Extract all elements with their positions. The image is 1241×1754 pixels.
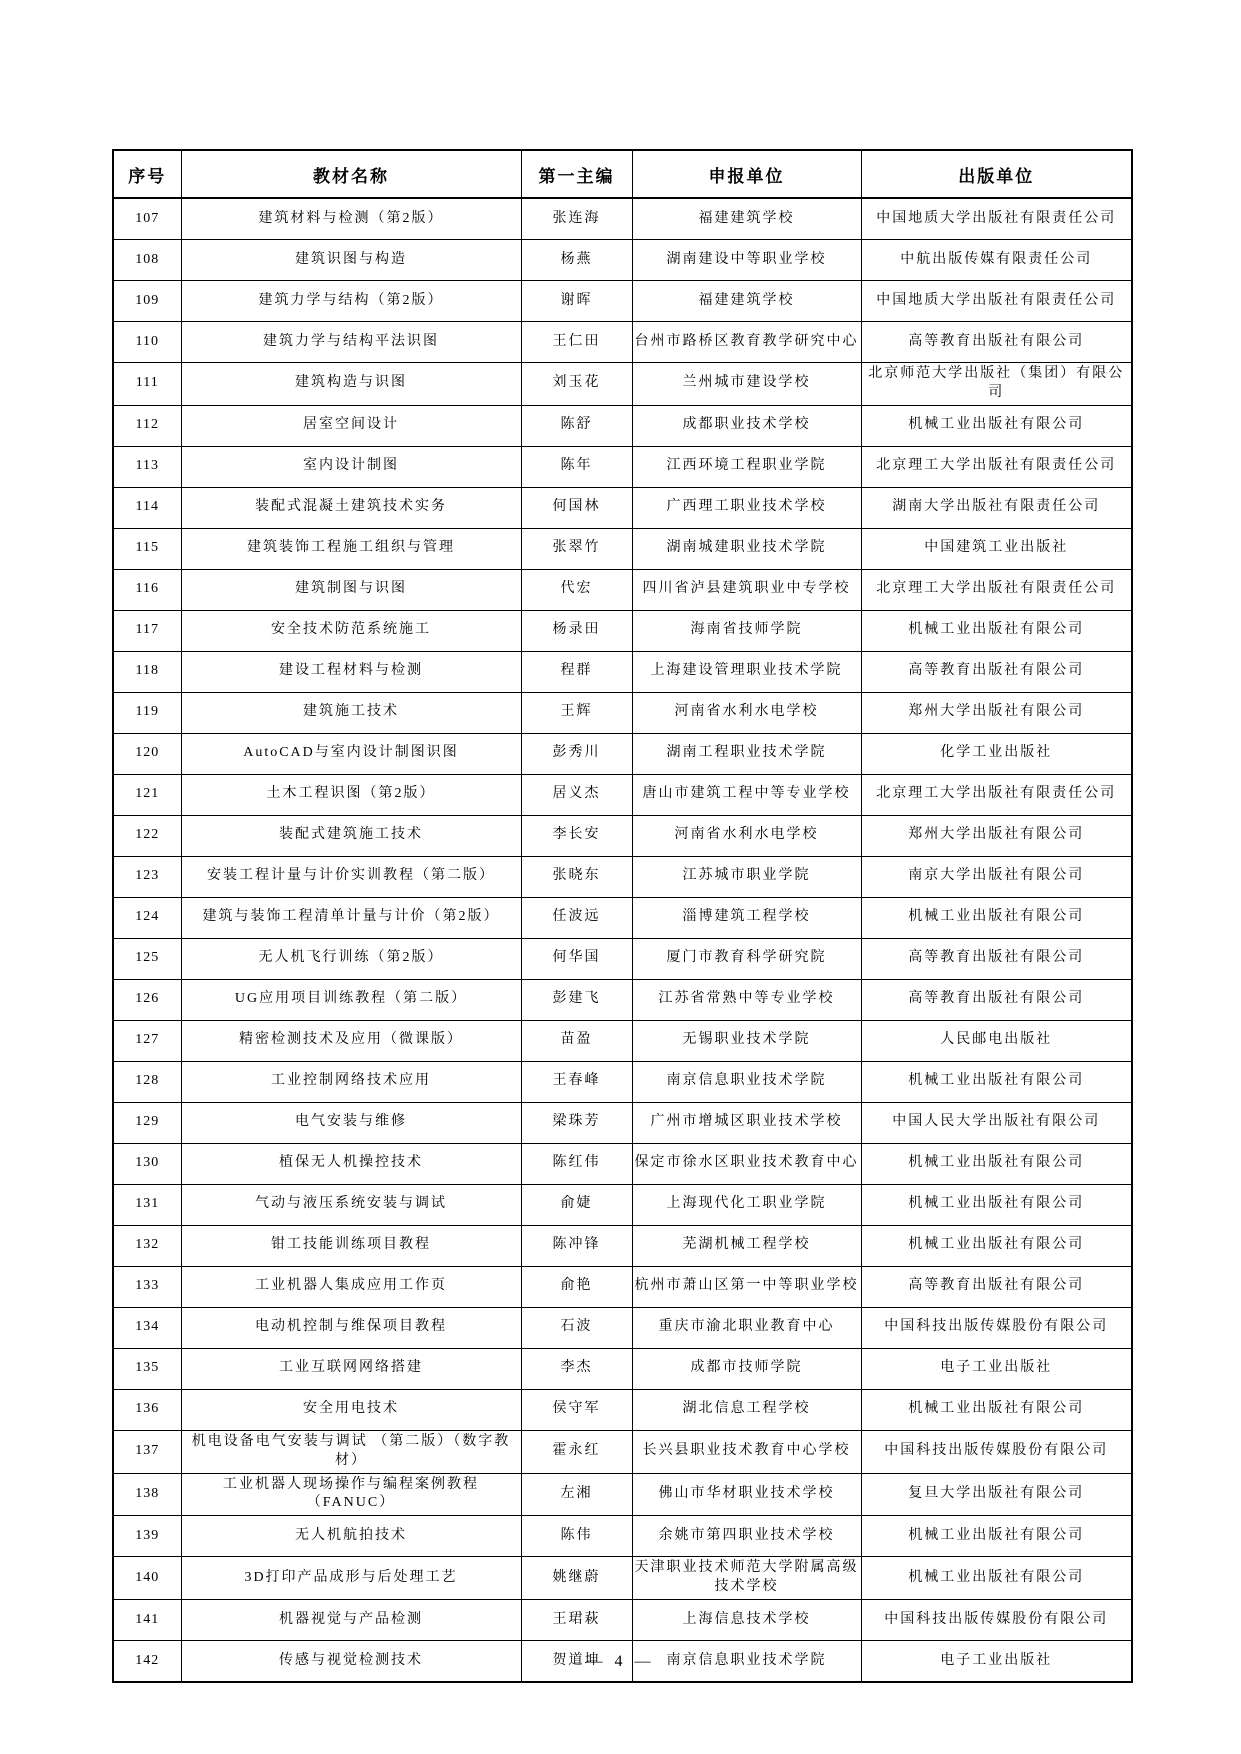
cell-editor: 代宏 xyxy=(521,569,632,610)
cell-index: 130 xyxy=(113,1143,181,1184)
table-row xyxy=(113,815,1132,856)
cell-title: 安全用电技术 xyxy=(181,1389,521,1430)
cell-publisher: 中国科技出版传媒股份有限公司 xyxy=(861,1430,1132,1473)
cell-applicant: 台州市路桥区教育教学研究中心 xyxy=(632,322,861,363)
table-row xyxy=(113,1061,1132,1102)
cell-publisher: 中国地质大学出版社有限责任公司 xyxy=(861,281,1132,322)
cell-publisher: 人民邮电出版社 xyxy=(861,1020,1132,1061)
cell-title: 钳工技能训练项目教程 xyxy=(181,1225,521,1266)
cell-title: 装配式建筑施工技术 xyxy=(181,815,521,856)
table-header-row xyxy=(113,150,1132,198)
cell-title: 电气安装与维修 xyxy=(181,1102,521,1143)
table-row xyxy=(113,1348,1132,1389)
cell-title: 精密检测技术及应用（微课版） xyxy=(181,1020,521,1061)
cell-title: 传感与视觉检测技术 xyxy=(181,1641,521,1683)
cell-applicant: 福建建筑学校 xyxy=(632,198,861,240)
cell-index: 123 xyxy=(113,856,181,897)
cell-index: 139 xyxy=(113,1516,181,1557)
cell-publisher: 机械工业出版社有限公司 xyxy=(861,610,1132,651)
cell-index: 118 xyxy=(113,651,181,692)
cell-publisher: 中国建筑工业出版社 xyxy=(861,528,1132,569)
cell-editor: 刘玉花 xyxy=(521,363,632,406)
cell-publisher: 中国科技出版传媒股份有限公司 xyxy=(861,1307,1132,1348)
cell-editor: 张翠竹 xyxy=(521,528,632,569)
cell-index: 108 xyxy=(113,240,181,281)
cell-publisher: 机械工业出版社有限公司 xyxy=(861,1389,1132,1430)
cell-editor: 俞艳 xyxy=(521,1266,632,1307)
cell-title: 建筑与装饰工程清单计量与计价（第2版） xyxy=(181,897,521,938)
cell-publisher: 高等教育出版社有限公司 xyxy=(861,651,1132,692)
cell-title: 工业控制网络技术应用 xyxy=(181,1061,521,1102)
table-row xyxy=(113,692,1132,733)
cell-applicant: 广州市增城区职业技术学校 xyxy=(632,1102,861,1143)
table-row xyxy=(113,1473,1132,1516)
cell-publisher: 机械工业出版社有限公司 xyxy=(861,1184,1132,1225)
cell-publisher: 郑州大学出版社有限公司 xyxy=(861,815,1132,856)
cell-editor: 何华国 xyxy=(521,938,632,979)
cell-title: 植保无人机操控技术 xyxy=(181,1143,521,1184)
cell-editor: 王仁田 xyxy=(521,322,632,363)
table-row xyxy=(113,938,1132,979)
cell-title: 工业互联网网络搭建 xyxy=(181,1348,521,1389)
cell-applicant: 南京信息职业技术学院 xyxy=(632,1641,861,1683)
cell-publisher: 复旦大学出版社有限公司 xyxy=(861,1473,1132,1516)
cell-publisher: 北京理工大学出版社有限责任公司 xyxy=(861,569,1132,610)
cell-index: 114 xyxy=(113,487,181,528)
cell-applicant: 福建建筑学校 xyxy=(632,281,861,322)
cell-title: 土木工程识图（第2版） xyxy=(181,774,521,815)
cell-index: 136 xyxy=(113,1389,181,1430)
cell-editor: 苗盈 xyxy=(521,1020,632,1061)
cell-index: 135 xyxy=(113,1348,181,1389)
cell-title: 室内设计制图 xyxy=(181,446,521,487)
column-header-applicant: 申报单位 xyxy=(632,150,861,198)
cell-applicant: 广西理工职业技术学校 xyxy=(632,487,861,528)
table-row xyxy=(113,1020,1132,1061)
cell-index: 141 xyxy=(113,1600,181,1641)
cell-publisher: 机械工业出版社有限公司 xyxy=(861,1557,1132,1600)
cell-editor: 张连海 xyxy=(521,198,632,240)
table-row xyxy=(113,198,1132,240)
cell-publisher: 机械工业出版社有限公司 xyxy=(861,1225,1132,1266)
cell-publisher: 电子工业出版社 xyxy=(861,1348,1132,1389)
cell-editor: 杨燕 xyxy=(521,240,632,281)
cell-publisher: 北京师范大学出版社（集团）有限公司 xyxy=(861,363,1132,406)
cell-title: 无人机航拍技术 xyxy=(181,1516,521,1557)
cell-index: 140 xyxy=(113,1557,181,1600)
cell-editor: 梁珠芳 xyxy=(521,1102,632,1143)
cell-applicant: 上海信息技术学校 xyxy=(632,1600,861,1641)
cell-title: 工业机器人集成应用工作页 xyxy=(181,1266,521,1307)
cell-title: 建设工程材料与检测 xyxy=(181,651,521,692)
cell-index: 138 xyxy=(113,1473,181,1516)
table-row xyxy=(113,1389,1132,1430)
cell-index: 107 xyxy=(113,198,181,240)
cell-title: 无人机飞行训练（第2版） xyxy=(181,938,521,979)
cell-title: 机器视觉与产品检测 xyxy=(181,1600,521,1641)
cell-editor: 陈伟 xyxy=(521,1516,632,1557)
cell-title: 建筑力学与结构平法识图 xyxy=(181,322,521,363)
table-row xyxy=(113,1184,1132,1225)
table-row xyxy=(113,281,1132,322)
cell-editor: 侯守军 xyxy=(521,1389,632,1430)
cell-applicant: 淄博建筑工程学校 xyxy=(632,897,861,938)
cell-index: 115 xyxy=(113,528,181,569)
cell-publisher: 北京理工大学出版社有限责任公司 xyxy=(861,774,1132,815)
cell-index: 129 xyxy=(113,1102,181,1143)
table-row xyxy=(113,1102,1132,1143)
cell-editor: 石波 xyxy=(521,1307,632,1348)
cell-publisher: 中航出版传媒有限责任公司 xyxy=(861,240,1132,281)
column-header-title: 教材名称 xyxy=(181,150,521,198)
table-row xyxy=(113,446,1132,487)
cell-index: 133 xyxy=(113,1266,181,1307)
cell-title: 工业机器人现场操作与编程案例教程（FANUC） xyxy=(181,1473,521,1516)
cell-applicant: 芜湖机械工程学校 xyxy=(632,1225,861,1266)
cell-applicant: 佛山市华材职业技术学校 xyxy=(632,1473,861,1516)
cell-title: 建筑装饰工程施工组织与管理 xyxy=(181,528,521,569)
cell-publisher: 中国科技出版传媒股份有限公司 xyxy=(861,1600,1132,1641)
cell-publisher: 高等教育出版社有限公司 xyxy=(861,938,1132,979)
cell-editor: 居义杰 xyxy=(521,774,632,815)
cell-editor: 贺道坤 xyxy=(521,1641,632,1683)
cell-title: 装配式混凝土建筑技术实务 xyxy=(181,487,521,528)
cell-editor: 左湘 xyxy=(521,1473,632,1516)
cell-editor: 王春峰 xyxy=(521,1061,632,1102)
cell-title: AutoCAD与室内设计制图识图 xyxy=(181,733,521,774)
cell-applicant: 上海建设管理职业技术学院 xyxy=(632,651,861,692)
cell-applicant: 余姚市第四职业技术学校 xyxy=(632,1516,861,1557)
cell-publisher: 机械工业出版社有限公司 xyxy=(861,897,1132,938)
table-row xyxy=(113,405,1132,446)
cell-applicant: 湖南工程职业技术学院 xyxy=(632,733,861,774)
cell-editor: 陈舒 xyxy=(521,405,632,446)
cell-title: 建筑制图与识图 xyxy=(181,569,521,610)
cell-title: UG应用项目训练教程（第二版） xyxy=(181,979,521,1020)
cell-index: 131 xyxy=(113,1184,181,1225)
cell-editor: 陈年 xyxy=(521,446,632,487)
cell-title: 建筑材料与检测（第2版） xyxy=(181,198,521,240)
table-row xyxy=(113,651,1132,692)
cell-title: 安装工程计量与计价实训教程（第二版） xyxy=(181,856,521,897)
cell-editor: 王珺萩 xyxy=(521,1600,632,1641)
table-row xyxy=(113,774,1132,815)
cell-title: 建筑构造与识图 xyxy=(181,363,521,406)
cell-publisher: 南京大学出版社有限公司 xyxy=(861,856,1132,897)
table-row xyxy=(113,733,1132,774)
column-header-publisher: 出版单位 xyxy=(861,150,1132,198)
cell-title: 建筑识图与构造 xyxy=(181,240,521,281)
table-row xyxy=(113,856,1132,897)
table-row xyxy=(113,487,1132,528)
cell-applicant: 唐山市建筑工程中等专业学校 xyxy=(632,774,861,815)
cell-publisher: 中国人民大学出版社有限公司 xyxy=(861,1102,1132,1143)
cell-title: 建筑施工技术 xyxy=(181,692,521,733)
cell-applicant: 长兴县职业技术教育中心学校 xyxy=(632,1430,861,1473)
textbook-list-table xyxy=(112,149,1133,1683)
cell-editor: 彭秀川 xyxy=(521,733,632,774)
cell-applicant: 江苏省常熟中等专业学校 xyxy=(632,979,861,1020)
cell-editor: 李杰 xyxy=(521,1348,632,1389)
table-row xyxy=(113,979,1132,1020)
cell-editor: 任波远 xyxy=(521,897,632,938)
table-row xyxy=(113,610,1132,651)
table-row xyxy=(113,897,1132,938)
cell-index: 121 xyxy=(113,774,181,815)
table-row xyxy=(113,1307,1132,1348)
table-row xyxy=(113,1430,1132,1473)
cell-applicant: 海南省技师学院 xyxy=(632,610,861,651)
cell-publisher: 郑州大学出版社有限公司 xyxy=(861,692,1132,733)
table-row xyxy=(113,1266,1132,1307)
cell-applicant: 湖北信息工程学校 xyxy=(632,1389,861,1430)
column-header-editor: 第一主编 xyxy=(521,150,632,198)
cell-index: 128 xyxy=(113,1061,181,1102)
cell-publisher: 北京理工大学出版社有限责任公司 xyxy=(861,446,1132,487)
cell-index: 132 xyxy=(113,1225,181,1266)
cell-applicant: 湖南城建职业技术学院 xyxy=(632,528,861,569)
cell-editor: 杨录田 xyxy=(521,610,632,651)
cell-publisher: 高等教育出版社有限公司 xyxy=(861,322,1132,363)
cell-applicant: 重庆市渝北职业教育中心 xyxy=(632,1307,861,1348)
cell-editor: 姚继蔚 xyxy=(521,1557,632,1600)
cell-applicant: 兰州城市建设学校 xyxy=(632,363,861,406)
cell-index: 127 xyxy=(113,1020,181,1061)
cell-applicant: 保定市徐水区职业技术教育中心 xyxy=(632,1143,861,1184)
cell-applicant: 河南省水利水电学校 xyxy=(632,815,861,856)
cell-editor: 俞婕 xyxy=(521,1184,632,1225)
cell-publisher: 中国地质大学出版社有限责任公司 xyxy=(861,198,1132,240)
cell-publisher: 高等教育出版社有限公司 xyxy=(861,979,1132,1020)
cell-applicant: 江苏城市职业学院 xyxy=(632,856,861,897)
cell-applicant: 成都职业技术学校 xyxy=(632,405,861,446)
cell-index: 112 xyxy=(113,405,181,446)
cell-applicant: 上海现代化工职业学院 xyxy=(632,1184,861,1225)
table-row xyxy=(113,1557,1132,1600)
cell-editor: 谢晖 xyxy=(521,281,632,322)
cell-applicant: 南京信息职业技术学院 xyxy=(632,1061,861,1102)
cell-editor: 陈红伟 xyxy=(521,1143,632,1184)
table-row xyxy=(113,1225,1132,1266)
cell-applicant: 杭州市萧山区第一中等职业学校 xyxy=(632,1266,861,1307)
cell-title: 安全技术防范系统施工 xyxy=(181,610,521,651)
table-row xyxy=(113,240,1132,281)
table-row xyxy=(113,569,1132,610)
cell-title: 建筑力学与结构（第2版） xyxy=(181,281,521,322)
column-header-index: 序号 xyxy=(113,150,181,198)
cell-applicant: 成都市技师学院 xyxy=(632,1348,861,1389)
cell-title: 气动与液压系统安装与调试 xyxy=(181,1184,521,1225)
cell-applicant: 四川省泸县建筑职业中专学校 xyxy=(632,569,861,610)
cell-editor: 张晓东 xyxy=(521,856,632,897)
cell-publisher: 机械工业出版社有限公司 xyxy=(861,1061,1132,1102)
cell-publisher: 化学工业出版社 xyxy=(861,733,1132,774)
table-row xyxy=(113,1143,1132,1184)
cell-index: 113 xyxy=(113,446,181,487)
cell-applicant: 天津职业技术师范大学附属高级技术学校 xyxy=(632,1557,861,1600)
table-row xyxy=(113,322,1132,363)
cell-index: 134 xyxy=(113,1307,181,1348)
cell-index: 117 xyxy=(113,610,181,651)
cell-editor: 霍永红 xyxy=(521,1430,632,1473)
cell-publisher: 机械工业出版社有限公司 xyxy=(861,1516,1132,1557)
cell-title: 3D打印产品成形与后处理工艺 xyxy=(181,1557,521,1600)
cell-index: 110 xyxy=(113,322,181,363)
cell-editor: 彭建飞 xyxy=(521,979,632,1020)
cell-publisher: 机械工业出版社有限公司 xyxy=(861,405,1132,446)
cell-applicant: 江西环境工程职业学院 xyxy=(632,446,861,487)
cell-applicant: 厦门市教育科学研究院 xyxy=(632,938,861,979)
table-row xyxy=(113,1516,1132,1557)
cell-publisher: 高等教育出版社有限公司 xyxy=(861,1266,1132,1307)
cell-index: 137 xyxy=(113,1430,181,1473)
cell-index: 111 xyxy=(113,363,181,406)
cell-index: 124 xyxy=(113,897,181,938)
cell-index: 142 xyxy=(113,1641,181,1683)
cell-editor: 王辉 xyxy=(521,692,632,733)
cell-index: 109 xyxy=(113,281,181,322)
cell-editor: 陈冲锋 xyxy=(521,1225,632,1266)
cell-index: 120 xyxy=(113,733,181,774)
cell-title: 电动机控制与维保项目教程 xyxy=(181,1307,521,1348)
cell-title: 居室空间设计 xyxy=(181,405,521,446)
cell-publisher: 电子工业出版社 xyxy=(861,1641,1132,1683)
cell-index: 125 xyxy=(113,938,181,979)
table-row xyxy=(113,1600,1132,1641)
cell-index: 122 xyxy=(113,815,181,856)
table-row xyxy=(113,363,1132,406)
cell-index: 116 xyxy=(113,569,181,610)
cell-index: 126 xyxy=(113,979,181,1020)
cell-editor: 程群 xyxy=(521,651,632,692)
cell-applicant: 河南省水利水电学校 xyxy=(632,692,861,733)
cell-editor: 何国林 xyxy=(521,487,632,528)
cell-title: 机电设备电气安装与调试 （第二版）（数字教材） xyxy=(181,1430,521,1473)
cell-index: 119 xyxy=(113,692,181,733)
cell-applicant: 湖南建设中等职业学校 xyxy=(632,240,861,281)
table-row xyxy=(113,528,1132,569)
cell-applicant: 无锡职业技术学院 xyxy=(632,1020,861,1061)
cell-publisher: 机械工业出版社有限公司 xyxy=(861,1143,1132,1184)
cell-publisher: 湖南大学出版社有限责任公司 xyxy=(861,487,1132,528)
cell-editor: 李长安 xyxy=(521,815,632,856)
page-number: — 4 — xyxy=(586,1653,655,1670)
